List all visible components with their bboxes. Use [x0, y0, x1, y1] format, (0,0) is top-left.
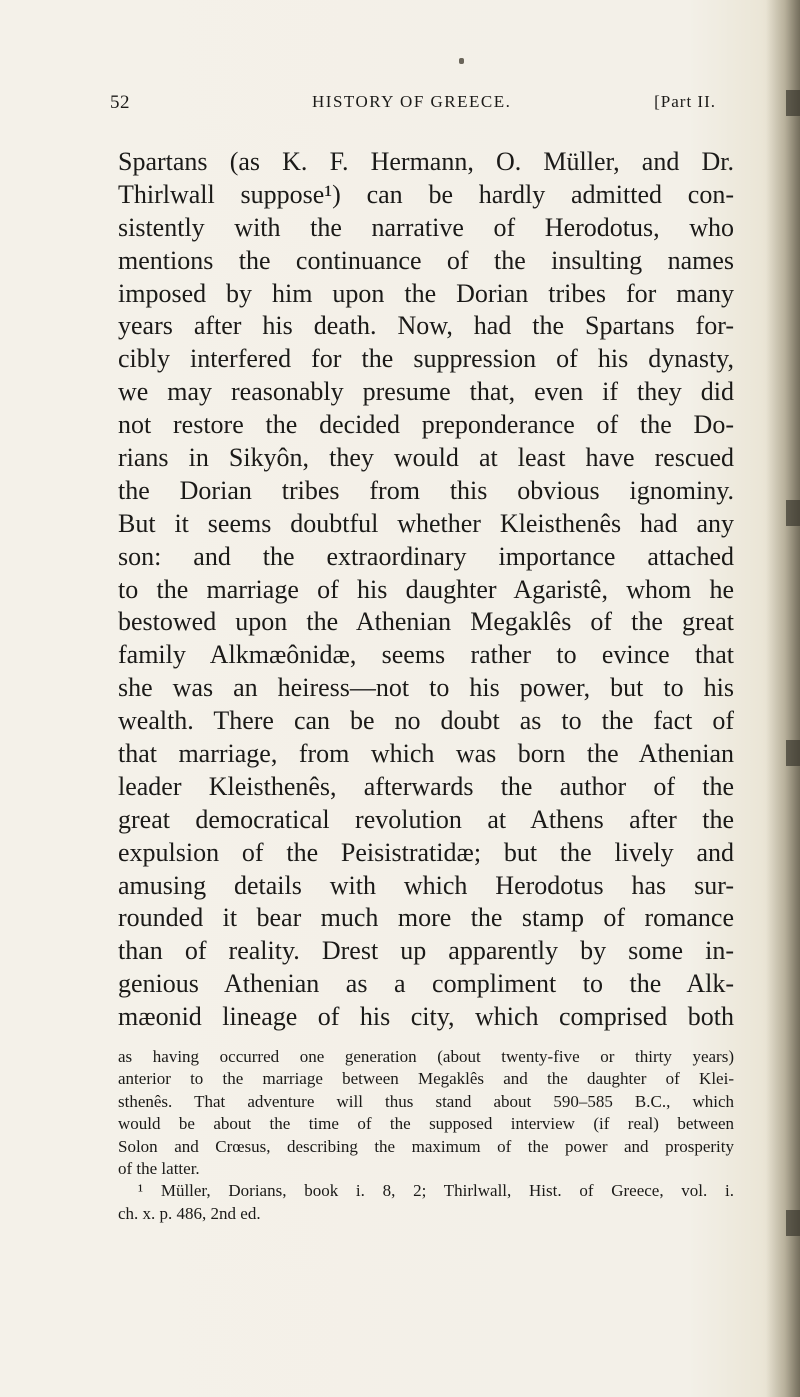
text-line: to the marriage of his daughter Agaristê, whom he — [118, 574, 734, 604]
text-line: she was an heiress—not to his power, but to his — [118, 673, 734, 703]
text-line: the Dorian tribes from this obvious ignominy. — [118, 475, 734, 505]
main-text — [118, 146, 734, 1034]
text-line: family Alkmæônidæ, seems rather to evince that — [118, 640, 734, 670]
footnote-line: Solon and Crœsus, describing the maximum of the power and prosperity — [118, 1136, 734, 1156]
text-line: than of reality. Drest up apparently by some in- — [118, 936, 734, 966]
footnotes — [118, 1046, 734, 1225]
footnote-1: ¹ Müller, Dorians, book i. 8, 2; Thirlwall, Hist. of Greece, vol. i. — [138, 1181, 734, 1201]
footnote-line: would be about the time of the supposed interview (if real) between — [118, 1114, 734, 1134]
text-line: years after his death. Now, had the Spartans for- — [118, 311, 734, 341]
text-line: Spartans (as K. F. Hermann, O. Müller, and Dr. — [118, 147, 734, 176]
text-line: bestowed upon the Athenian Megaklês of the great — [118, 607, 734, 637]
text-line: expulsion of the Peisistratidæ; but the lively and — [118, 837, 734, 867]
text-line: wealth. There can be no doubt as to the fact of — [118, 706, 734, 736]
text-line: not restore the decided preponderance of the Do- — [118, 410, 734, 440]
text-line: that marriage, from which was born the Athenian — [118, 739, 734, 769]
edge-mark — [786, 500, 800, 526]
text-line: son: and the extraordinary importance attached — [118, 541, 734, 571]
text-line: mæonid lineage of his city, which comprised both — [118, 1002, 734, 1032]
footnote-line: as having occurred one generation (about twenty-five or thirty years) — [118, 1047, 734, 1066]
text-line: rounded it bear much more the stamp of romance — [118, 903, 734, 933]
text-line: genious Athenian as a compliment to the Alk- — [118, 969, 734, 999]
page-number: 52 — [110, 92, 130, 113]
page-edge-shadow — [766, 0, 800, 1397]
text-line: cibly interfered for the suppression of his dynasty, — [118, 344, 734, 374]
text-line: we may reasonably presume that, even if they did — [118, 377, 734, 407]
edge-mark — [786, 90, 800, 116]
text-line: mentions the continuance of the insulting names — [118, 245, 734, 275]
footnote-line: of the latter. — [118, 1158, 200, 1178]
text-line: great democratical revolution at Athens after the — [118, 804, 734, 834]
edge-mark — [786, 1210, 800, 1236]
text-line: Thirlwall suppose¹) can be hardly admitted con- — [118, 179, 734, 209]
text-line: sistently with the narrative of Herodotus, who — [118, 212, 734, 242]
footnote-line: sthenês. That adventure will thus stand about 590–585 B.C., which — [118, 1091, 734, 1111]
print-speck — [459, 58, 464, 64]
running-header — [110, 92, 716, 118]
text-line: rians in Sikyôn, they would at least have rescued — [118, 443, 734, 473]
footnote-line: anterior to the marriage between Megaklês and the daughter of Klei- — [118, 1069, 734, 1089]
text-line: amusing details with which Herodotus has sur- — [118, 870, 734, 900]
part-label: [Part II. — [654, 92, 716, 111]
edge-mark — [786, 740, 800, 766]
text-line: leader Kleisthenês, afterwards the author of the — [118, 771, 734, 801]
text-line: imposed by him upon the Dorian tribes for many — [118, 278, 734, 308]
running-title: HISTORY OF GREECE. — [312, 92, 512, 111]
text-line: But it seems doubtful whether Kleisthenês had any — [118, 508, 734, 538]
footnote-1-cont: ch. x. p. 486, 2nd ed. — [118, 1203, 261, 1223]
